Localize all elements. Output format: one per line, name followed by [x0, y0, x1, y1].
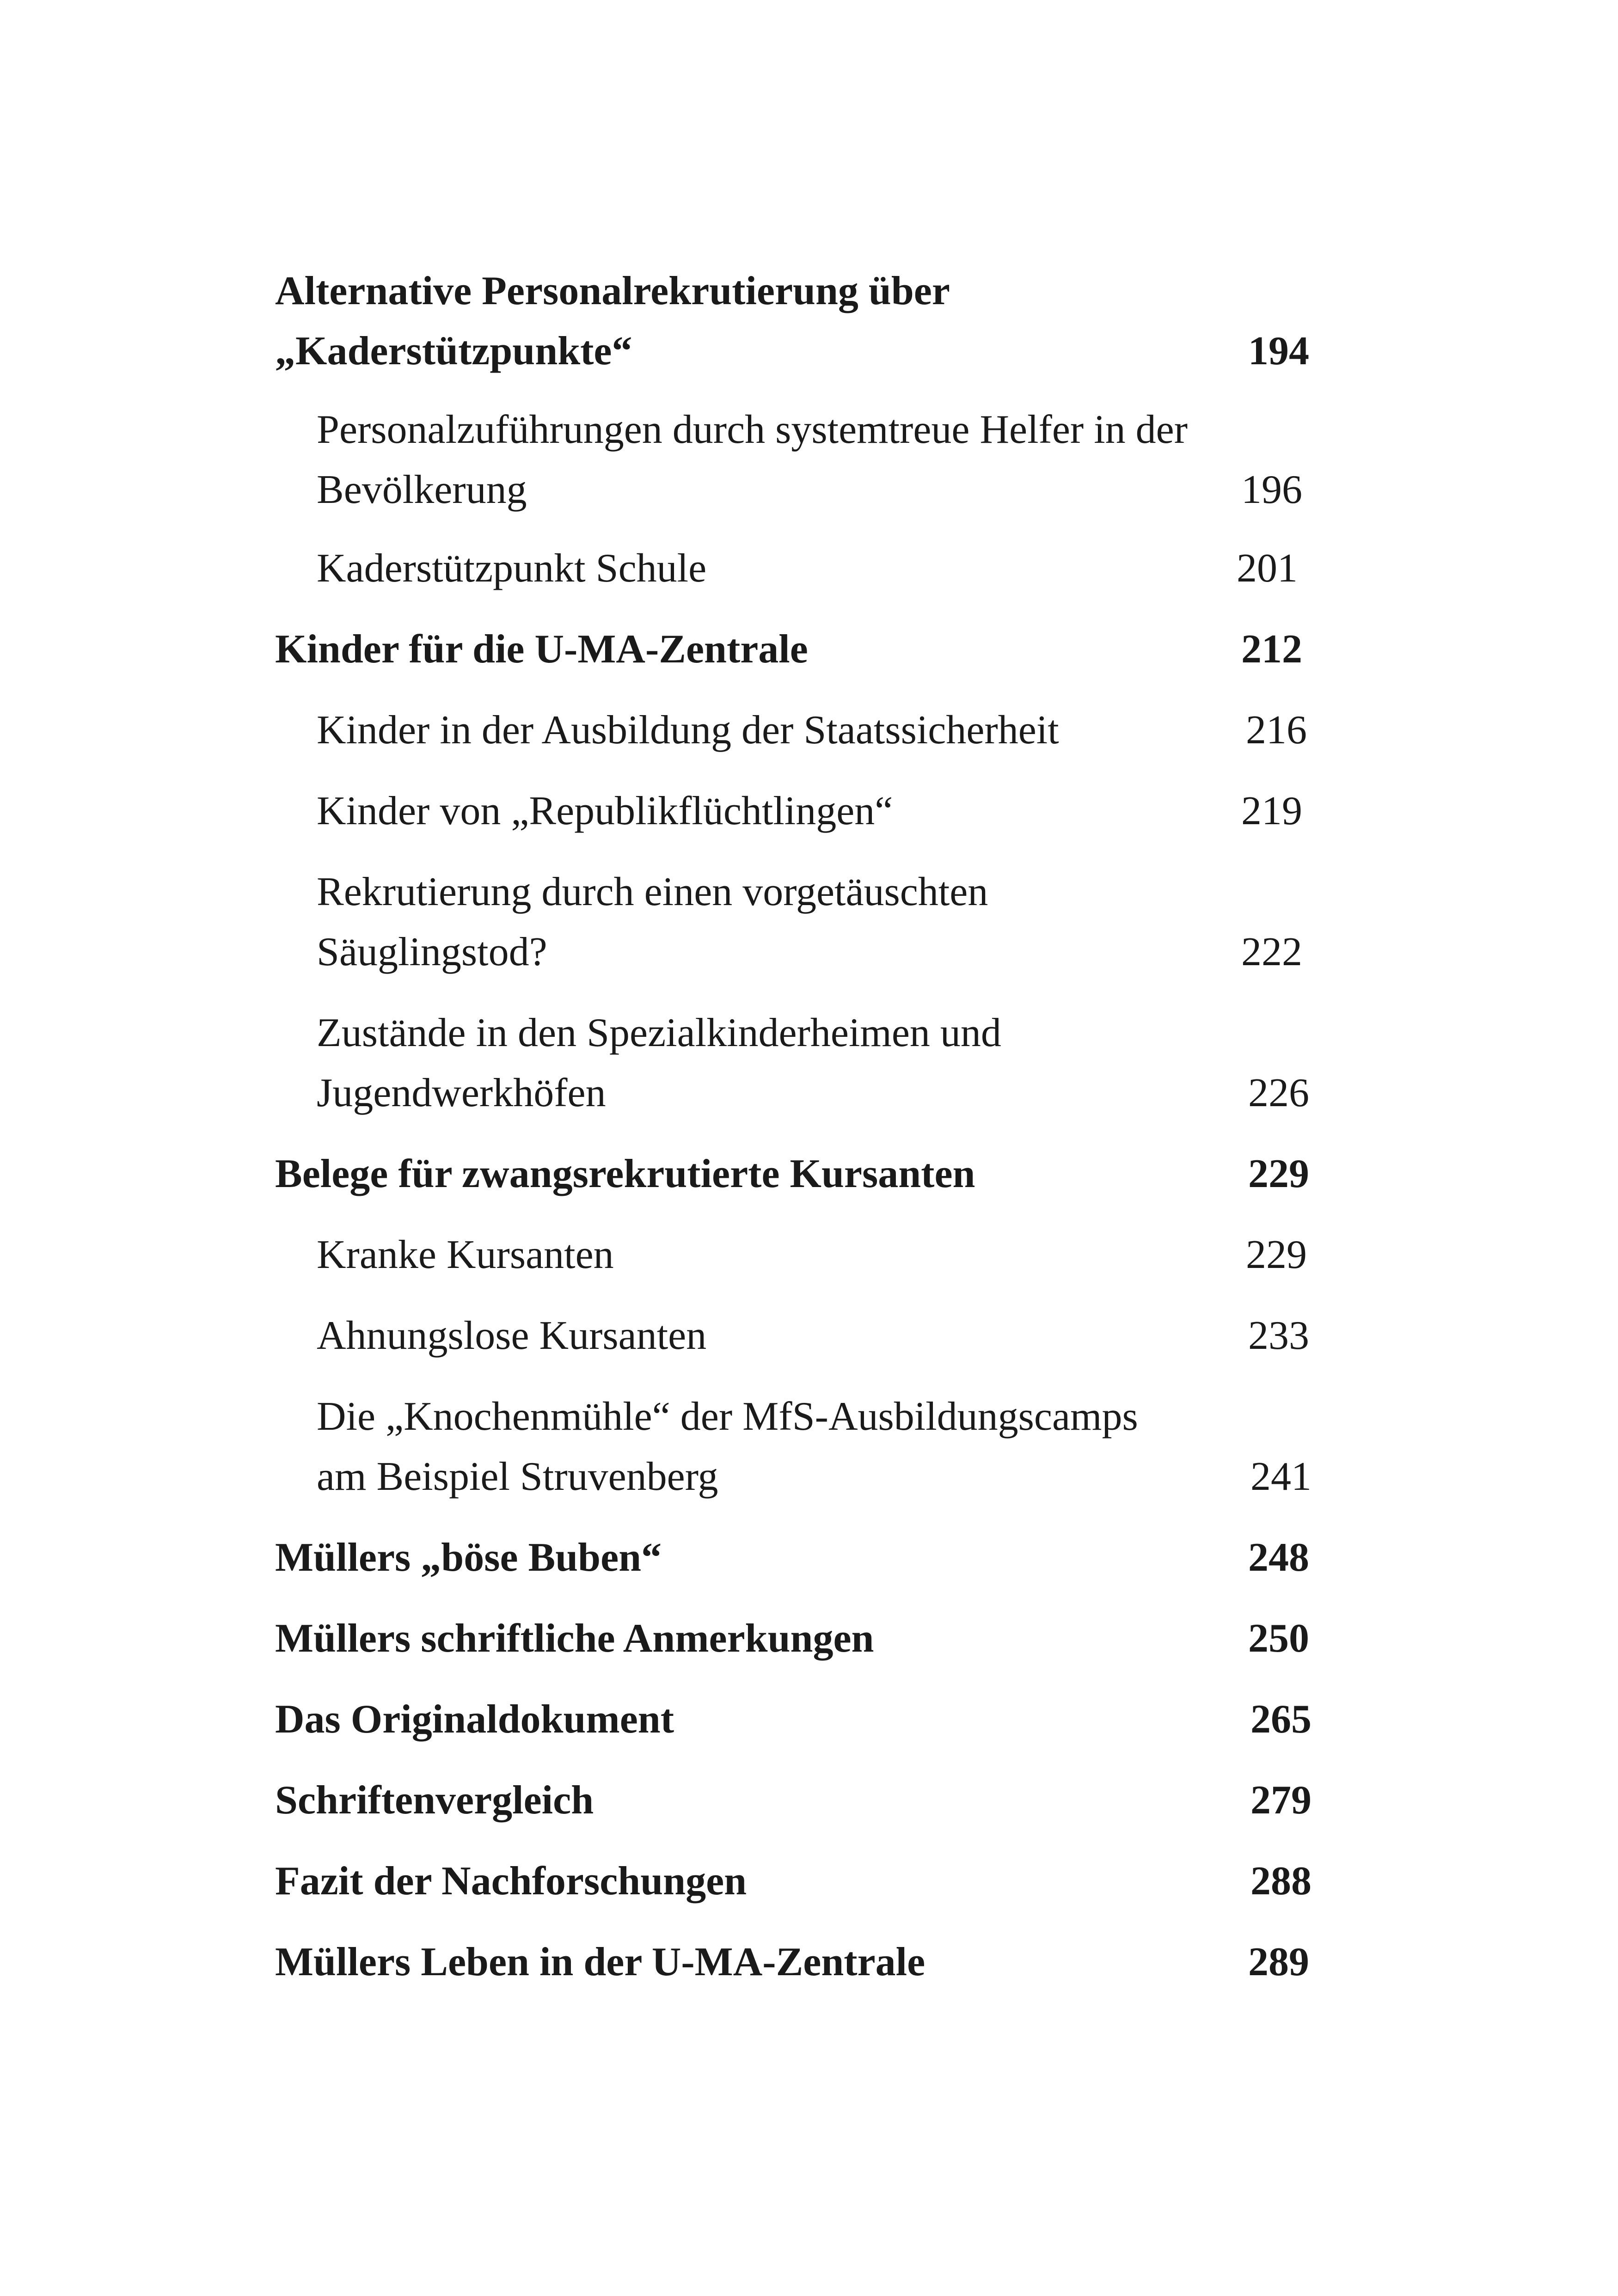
toc-page-number: 194 — [1248, 329, 1309, 373]
toc-page-number: 201 — [1237, 546, 1298, 591]
toc-page-number: 212 — [1241, 627, 1302, 672]
toc-section-title: am Beispiel Struvenberg — [317, 1454, 718, 1499]
toc-page-number: 222 — [1241, 930, 1302, 974]
toc-section-title: Die „Knochenmühle“ der MfS-Ausbildungscamps — [317, 1394, 1138, 1439]
toc-page-number: 219 — [1241, 789, 1302, 833]
toc-page-number: 229 — [1246, 1232, 1307, 1277]
toc-section-title: Kinder in der Ausbildung der Staatssicherheit — [317, 708, 1059, 753]
toc-page-number: 226 — [1248, 1071, 1309, 1115]
toc-page-number: 196 — [1241, 467, 1302, 512]
toc-chapter-title: Das Originaldokument — [275, 1697, 674, 1742]
toc-page-number: 289 — [1248, 1940, 1309, 1984]
toc-page-number: 265 — [1250, 1697, 1312, 1742]
toc-section-title: Personalzuführungen durch systemtreue Helfer in der — [317, 407, 1188, 452]
toc-section-title: Kaderstützpunkt Schule — [317, 546, 707, 591]
toc-section-title: Ahnungslose Kursanten — [317, 1313, 707, 1358]
toc-page-number: 288 — [1250, 1859, 1312, 1904]
toc-chapter-title: Kinder für die U-MA-Zentrale — [275, 627, 808, 672]
toc-page-number: 250 — [1248, 1616, 1309, 1661]
toc-chapter-title: Müllers „böse Buben“ — [275, 1535, 662, 1580]
toc-section-title: Kranke Kursanten — [317, 1232, 614, 1277]
toc-chapter-title: Müllers schriftliche Anmerkungen — [275, 1616, 874, 1661]
toc-chapter-title: „Kaderstützpunkte“ — [275, 329, 632, 373]
toc-chapter-title: Belege für zwangsrekrutierte Kursanten — [275, 1151, 975, 1196]
toc-section-title: Jugendwerkhöfen — [317, 1071, 606, 1115]
toc-section-title: Bevölkerung — [317, 467, 527, 512]
toc-section-title: Säuglingstod? — [317, 930, 547, 974]
toc-section-title: Zustände in den Spezialkinderheimen und — [317, 1010, 1001, 1055]
toc-chapter-title: Schriftenvergleich — [275, 1778, 594, 1823]
toc-page-number: 233 — [1248, 1313, 1309, 1358]
toc-page-number: 229 — [1248, 1151, 1309, 1196]
toc-chapter-title: Müllers Leben in der U-MA-Zentrale — [275, 1940, 925, 1984]
toc-page-number: 241 — [1250, 1454, 1312, 1499]
toc-page-number: 279 — [1250, 1778, 1312, 1823]
toc-chapter-title: Alternative Personalrekrutierung über — [275, 269, 950, 313]
toc-section-title: Kinder von „Republikflüchtlingen“ — [317, 789, 893, 833]
toc-page-number: 248 — [1248, 1535, 1309, 1580]
toc-chapter-title: Fazit der Nachforschungen — [275, 1859, 747, 1904]
toc-page-number: 216 — [1246, 708, 1307, 753]
toc-section-title: Rekrutierung durch einen vorgetäuschten — [317, 869, 988, 914]
